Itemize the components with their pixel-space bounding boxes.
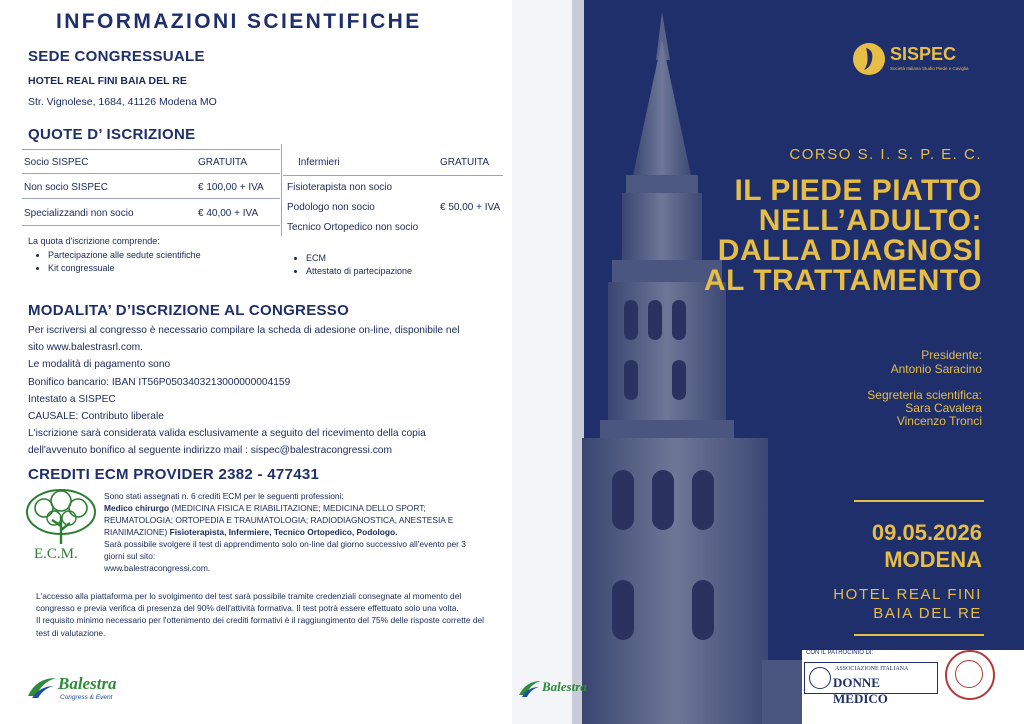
headline-line: IL PIEDE PIATTO xyxy=(734,174,982,207)
sispec-logo xyxy=(852,42,992,82)
secretary-label: Segreteria scientifica: xyxy=(867,388,982,402)
sispec-tagline: Società Italiana Studio Piede e Caviglia xyxy=(890,66,969,71)
list-item: • Attestato di partecipazione xyxy=(306,266,412,276)
quote-row-label: Socio SISPEC xyxy=(24,157,89,168)
venue-line: BAIA DEL RE xyxy=(873,605,982,622)
balestra-swoosh-icon xyxy=(518,678,542,698)
sede-address: Str. Vignolese, 1684, 41126 Modena MO xyxy=(28,96,217,108)
sede-heading: SEDE CONGRESSUALE xyxy=(28,48,205,65)
headline xyxy=(704,176,982,296)
balestra-logo-right xyxy=(518,678,618,702)
patron-name: DONNE MEDICO xyxy=(833,675,888,706)
modalita-line: CAUSALE: Contributo liberale xyxy=(28,411,164,423)
ecm-other-professions: Fisioterapista, Infermiere, Tecnico Ortopedico, Podologo. xyxy=(169,527,398,537)
quote-right-row: Tecnico Ortopedico non socio xyxy=(287,222,419,233)
includes-list-right xyxy=(292,253,412,279)
event-city: MODENA xyxy=(884,547,982,572)
course-label: CORSO S. I. S. P. E. C. xyxy=(789,146,982,163)
patron-name-small: ASSOCIAZIONE ITALIANA xyxy=(835,666,909,672)
ecm-logo-label: E.C.M. xyxy=(34,546,78,562)
list-item: • Kit congressuale xyxy=(48,263,201,273)
modalita-text xyxy=(28,322,498,460)
main-title: INFORMAZIONI SCIENTIFICHE xyxy=(56,10,422,33)
quote-right-row: Podologo non socio xyxy=(287,202,375,213)
foot-icon xyxy=(852,42,886,76)
ecm-site: www.balestracongressi.com. xyxy=(104,563,211,573)
headline-line: DALLA DIAGNOSI xyxy=(717,234,982,267)
access-text xyxy=(36,590,496,639)
balestra-tagline: Congress & Event xyxy=(60,694,113,701)
includes-label: La quota d'iscrizione comprende: xyxy=(28,236,160,246)
modalita-line: Le modalità di pagamento sono xyxy=(28,359,171,371)
sede-hotel: HOTEL REAL FINI BAIA DEL RE xyxy=(28,75,187,87)
sispec-name: SISPEC xyxy=(890,44,957,64)
quote-row-label: Specializzandi non socio xyxy=(24,208,134,219)
includes-list-left xyxy=(34,250,201,276)
quote-row-label: Non socio SISPEC xyxy=(24,182,108,193)
modalita-line: Bonifico bancario: IBAN IT56P0503403213000000004159 xyxy=(28,376,291,388)
modalita-line: Per iscriversi al congresso è necessario compilare la scheda di adesione on-line, disponibile nel xyxy=(28,325,460,336)
modalita-heading: MODALITA’ D’ISCRIZIONE AL CONGRESSO xyxy=(28,302,350,319)
list-item: • Partecipazione alle sedute scientifiche xyxy=(48,250,201,260)
balestra-logo xyxy=(26,672,156,706)
president-name: Antonio Saracino xyxy=(890,362,982,376)
venue-line: HOTEL REAL FINI xyxy=(833,586,982,603)
quote-right-header-label: Infermieri xyxy=(298,157,340,168)
table-rule xyxy=(283,175,503,176)
modalita-line: sito www.balestrasrl.com. xyxy=(28,342,143,354)
tree-icon xyxy=(22,486,100,546)
headline-line: NELL’ADULTO: xyxy=(758,204,982,237)
table-rule xyxy=(22,149,280,150)
list-item: • ECM xyxy=(306,253,412,263)
balestra-name-right: Balestra xyxy=(542,679,587,694)
ecm-heading: CREDITI ECM PROVIDER 2382 - 477431 xyxy=(28,466,320,483)
quote-row-price: GRATUITA xyxy=(198,157,248,168)
gold-rule xyxy=(854,500,984,502)
ecm-professions xyxy=(104,502,484,538)
ecm-medico: Medico chirurgo xyxy=(104,503,170,513)
secretary-name: Sara Cavalera xyxy=(905,401,982,415)
modalita-line: dell'avvenuto bonifico al seguente indirizzo mail : sispec@balestracongressi.com xyxy=(28,445,392,457)
president-label: Presidente: xyxy=(921,348,982,362)
quote-right-price: € 50,00 + IVA xyxy=(440,202,501,213)
secretary-name: Vincenzo Tronci xyxy=(896,414,982,428)
ecm-logo xyxy=(22,486,100,566)
quote-row-price: € 40,00 + IVA xyxy=(198,208,259,219)
quote-row-price: € 100,00 + IVA xyxy=(198,182,264,193)
headline-line: AL TRATTAMENTO xyxy=(703,264,982,297)
event-date: 09.05.2026 xyxy=(871,520,982,545)
gold-rule xyxy=(854,634,984,636)
caduceus-icon xyxy=(809,667,831,689)
quote-right-row: Fisioterapista non socio xyxy=(287,182,393,193)
seal-logo xyxy=(945,650,995,700)
quote-right-header-price: GRATUITA xyxy=(440,157,490,168)
access-paragraph: Il requisito minimo necessario per l'ottenimento dei crediti formativi è il raggiungimento del 75% delle risposte corrette del test di valutazione. xyxy=(36,615,485,638)
patronage-label: CON IL PATROCINIO DI: xyxy=(806,650,874,656)
ecm-intro: Sono stati assegnati n. 6 crediti ECM per le seguenti professioni: xyxy=(104,491,344,501)
modalita-line: L'iscrizione sarà considerata valida esclusivamente a seguito del ricevimento della copia xyxy=(28,428,426,440)
table-divider xyxy=(281,144,282,236)
balestra-swoosh-icon xyxy=(26,674,58,700)
balestra-name: Balestra xyxy=(58,674,117,693)
ecm-text xyxy=(104,490,484,574)
table-rule xyxy=(22,225,280,226)
modalita-line: Intestato a SISPEC xyxy=(28,393,116,405)
table-rule xyxy=(22,173,280,174)
seal-inner-icon xyxy=(955,660,983,688)
table-rule xyxy=(22,198,280,199)
ecm-specialties: (MEDICINA FISICA E RIABILITAZIONE; MEDICINA DELLO SPORT; REUMATOLOGIA; ORTOPEDIA E TRAUMATOLOGIA; RADIODIAGNOSTICA, ANESTESIA E RIANIMAZIONE) xyxy=(104,503,454,537)
quote-heading: QUOTE D’ ISCRIZIONE xyxy=(28,126,196,143)
donne-medico-logo xyxy=(804,662,938,706)
right-panel xyxy=(512,0,1024,724)
ecm-test-info: Sarà possibile svolgere il test di apprendimento solo on-line dal giorno successivo all'evento per 3 giorni sul sito: xyxy=(104,539,466,561)
access-paragraph: L'accesso alla piattaforma per lo svolgimento del test sarà possibile tramite credenziali consegnate al momento del congresso e previa verifica di presenza del 90% dell'attività formativa. Il test potrà essere effettuato solo una volta. xyxy=(36,591,462,614)
